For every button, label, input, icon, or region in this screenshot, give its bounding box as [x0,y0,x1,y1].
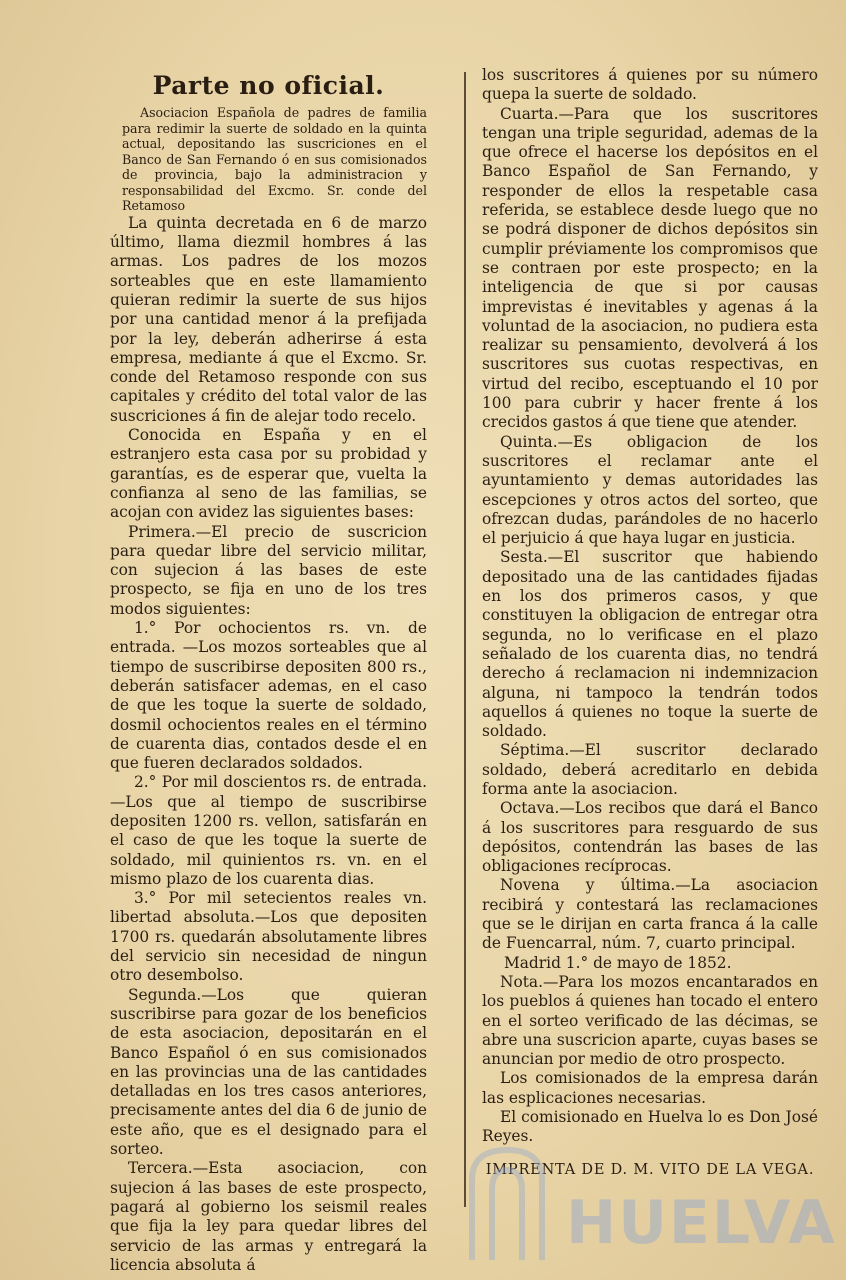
paragraph-reputation: Conocida en España y en el estranjero esta casa por su probidad y garantías, es de esperar que, vuelta la confianza al seno de las familias, se acojan con avidez las siguientes bases: [110,426,427,522]
paragraph-quinta: Quinta.—Es obligacion de los suscritores el reclamar ante el ayuntamiento y demas autoridades las escepciones y otros actos del sorteo, que ofrezcan dudas, parándoles de no hacerlo el perjuicio á que haya lugar en justicia. [482,432,818,548]
paragraph-novena: Novena y última.—La asociacion recibirá y contestará las reclamaciones que se le dirijan en carta franca á la calle de Fuencarral, núm. 7, cuarto principal. [482,876,818,953]
left-column [110,72,427,1275]
paragraph-option-1: 1.° Por ochocientos rs. vn. de entrada. —Los mozos sorteables que al tiempo de suscribirse depositen 800 rs., deberán satisfacer ademas, en el caso de que les toque la suerte de soldado, dosmil ochocientos reales en el término de cuarenta dias, contados desde el en que fueren declarados soldados. [110,619,427,773]
paragraph-tercera-continued: los suscritores á quienes por su número quepa la suerte de soldado. [482,66,818,104]
paragraph-septima: Séptima.—El suscritor declarado soldado, deberá acreditarlo en debida forma ante la asociacion. [482,741,818,798]
paragraph-nota: Nota.—Para los mozos encantarados en los pueblos á quienes han tocado el entero en el sorteo verificado de las décimas, se abre una suscricion aparte, cuyas bases se anuncian por medio de otro prospecto. [482,972,818,1069]
paragraph-comisionados: Los comisionados de la empresa darán las esplicaciones necesarias. [482,1069,818,1107]
paragraph-option-3: 3.° Por mil setecientos reales vn. libertad absoluta.—Los que depositen 1700 rs. quedarán absolutamente libres del servicio sin necesidad de ningun otro desembolso. [110,889,427,985]
date-line: Madrid 1.° de mayo de 1852. [504,953,732,972]
paragraph-option-2: 2.° Por mil doscientos rs. de entrada. —Los que al tiempo de suscribirse depositen 1200 rs. vellon, satisfarán en el caso de que les toque la suerte de soldado, mil quinientos rs. vn. en el mismo plazo de los cuarenta dias. [110,773,427,888]
paragraph-intro: La quinta decretada en 6 de marzo último, llama diezmil hombres á las armas. Los padres de los mozos sorteables que en este llamamiento quieran redimir la suerte de sus hijos por una cantidad menor á la prefijada por la ley, deberán adherirse á esta empresa, mediante á que el Excmo. Sr. conde del Retamoso responde con sus capitales y crédito del total valor de las suscriciones á fin de alejar todo recelo. [110,213,427,425]
right-column [482,66,818,1180]
section-title: Parte no oficial. [152,71,385,100]
paragraph-octava: Octava.—Los recibos que dará el Banco á los suscritores para resguardo de sus depósitos, contendrán las bases de las obligaciones recíprocas. [482,799,818,876]
paragraph-tercera: Tercera.—Esta asociacion, con sujecion á las bases de este prospecto, pagará al gobierno los seismil reales que fija la ley para quedar libres del servicio de las armas y entregará la licencia absoluta á [110,1159,427,1274]
notice-summary: Asociacion Española de padres de familia para redimir la suerte de soldado en la quinta actual, depositando las suscriciones en el Banco de San Fernando ó en sus comisionados de provincia, bajo la administracion y responsabilidad del Excmo. Sr. conde del Retamoso [122,105,427,214]
paragraph-sesta: Sesta.—El suscritor que habiendo depositado una de las cantidades fijadas en los dos primeros casos, y que constituyen la obligacion de entregar otra segunda, no lo verificase en el plazo señalado de los cuarenta dias, no tendrá derecho á reclamacion ni indemnizacion alguna, ni tampoco la tendrán todos aquellos á quienes no toque la suerte de soldado. [482,548,818,741]
paragraph-primera: Primera.—El precio de suscricion para quedar libre del servicio militar, con sujecion á las bases de este prospecto, se fija en uno de los tres modos siguientes: [110,522,427,618]
paragraph-comisionado-huelva: El comisionado en Huelva lo es Don José Reyes. [482,1108,818,1146]
column-divider [464,72,466,1207]
paragraph-segunda: Segunda.—Los que quieran suscribirse para gozar de los beneficios de esta asociacion, depositarán en el Banco Español ó en sus comisionados en las provincias una de las cantidades detalladas en los tres casos anteriores, precisamente antes del dia 6 de junio de este año, que es el designado para el sorteo. [110,985,427,1159]
watermark-huelva: HUELVA [566,1188,837,1258]
paragraph-cuarta: Cuarta.—Para que los suscritores tengan una triple seguridad, ademas de la que ofrece el hacerse los depósitos en el Banco Español de San Fernando, y responder de ellos la respetable casa referida, se establece desde luego que no se podrá disponer de dichos depósitos sin cumplir préviamente los compromisos que se contraen por este prospecto; en la inteligencia de que si por causas imprevistas é inevitables y agenas á la voluntad de la asociacion, no pudiera esta realizar su pensamiento, devolverá á los suscritores sus cuotas respectivas, en virtud del recibo, esceptuando el 10 por 100 para cubrir y hacer frente á los crecidos gastos á que tiene que atender. [482,104,818,432]
printer-imprint: IMPRENTA DE D. M. VITO DE LA VEGA. [485,1161,815,1178]
